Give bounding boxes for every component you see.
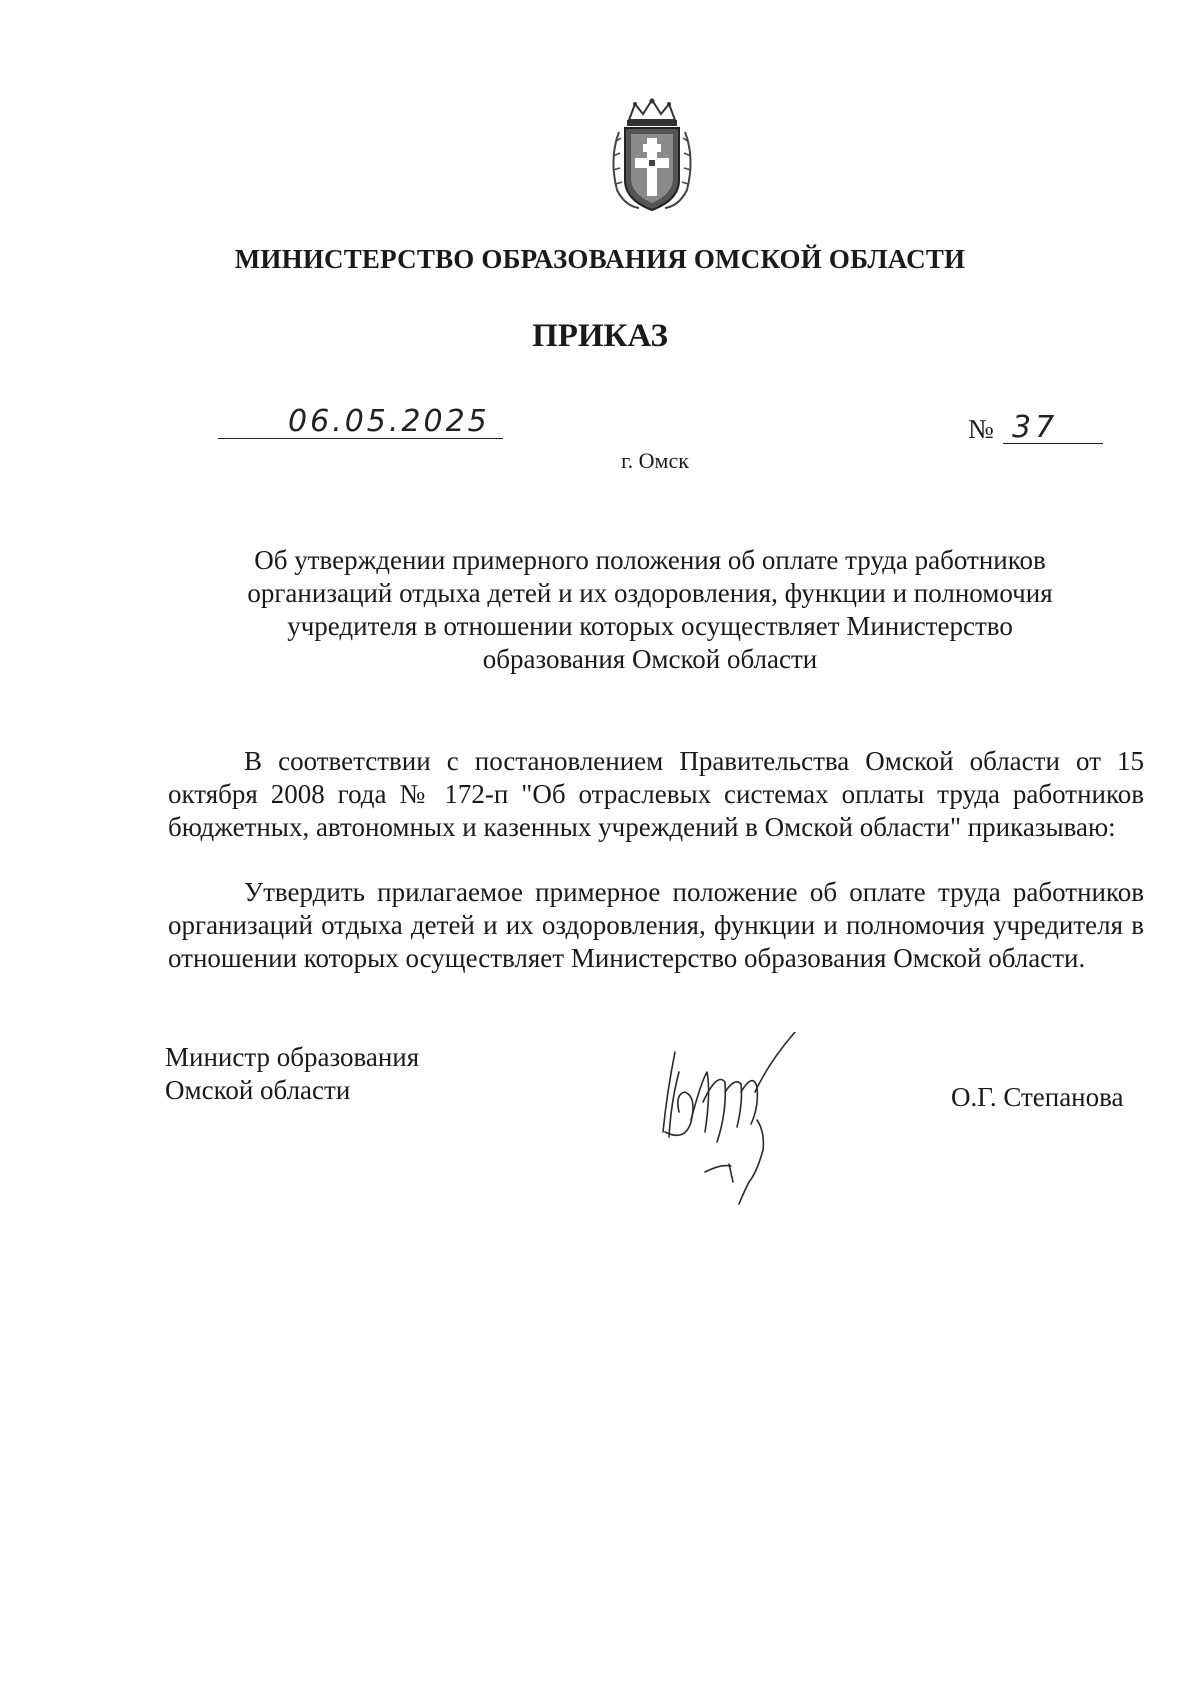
subject-line: образования Омской области — [482, 644, 818, 674]
signer-position-line: Министр образования — [165, 1042, 420, 1072]
document-type: ПРИКАЗ — [532, 318, 668, 354]
date-underline — [218, 438, 503, 439]
number-sign: № — [968, 414, 994, 444]
order-subject — [200, 544, 1100, 676]
ministry-name: МИНИСТЕРСТВО ОБРАЗОВАНИЯ ОМСКОЙ ОБЛАСТИ — [234, 244, 966, 274]
subject-line: Об утверждении примерного положения об оплате труда работников — [254, 545, 1046, 575]
order-number: 37 — [1012, 410, 1059, 445]
coat-of-arms-icon — [607, 98, 697, 214]
subject-line: организаций отдыха детей и их оздоровления, функции и полномочия — [247, 578, 1053, 608]
body-paragraph-order: Утвердить прилагаемое примерное положение об оплате труда работников организаций отдыха детей и их оздоровления, функции и полномочия учредителя в отношении которых осуществляет Министерство образования Омской области. — [168, 877, 1144, 973]
body-paragraph-basis: В соответствии с постановлением Правительства Омской области от 15 октября 2008 года № 172-п "Об отраслевых системах оплаты труда работников бюджетных, автономных и казенных учреждений в Омской области" приказываю: — [168, 746, 1144, 842]
order-date: 06.05.2025 — [288, 404, 490, 439]
number-underline — [1003, 443, 1103, 444]
signer-name: О.Г. Степанова — [951, 1082, 1124, 1112]
city: г. Омск — [621, 448, 689, 473]
subject-line: учредителя в отношении которых осуществляет Министерство — [287, 611, 1013, 641]
signer-position-line: Омской области — [165, 1075, 351, 1105]
signer-position — [165, 1041, 419, 1107]
handwritten-signature — [645, 1032, 825, 1207]
